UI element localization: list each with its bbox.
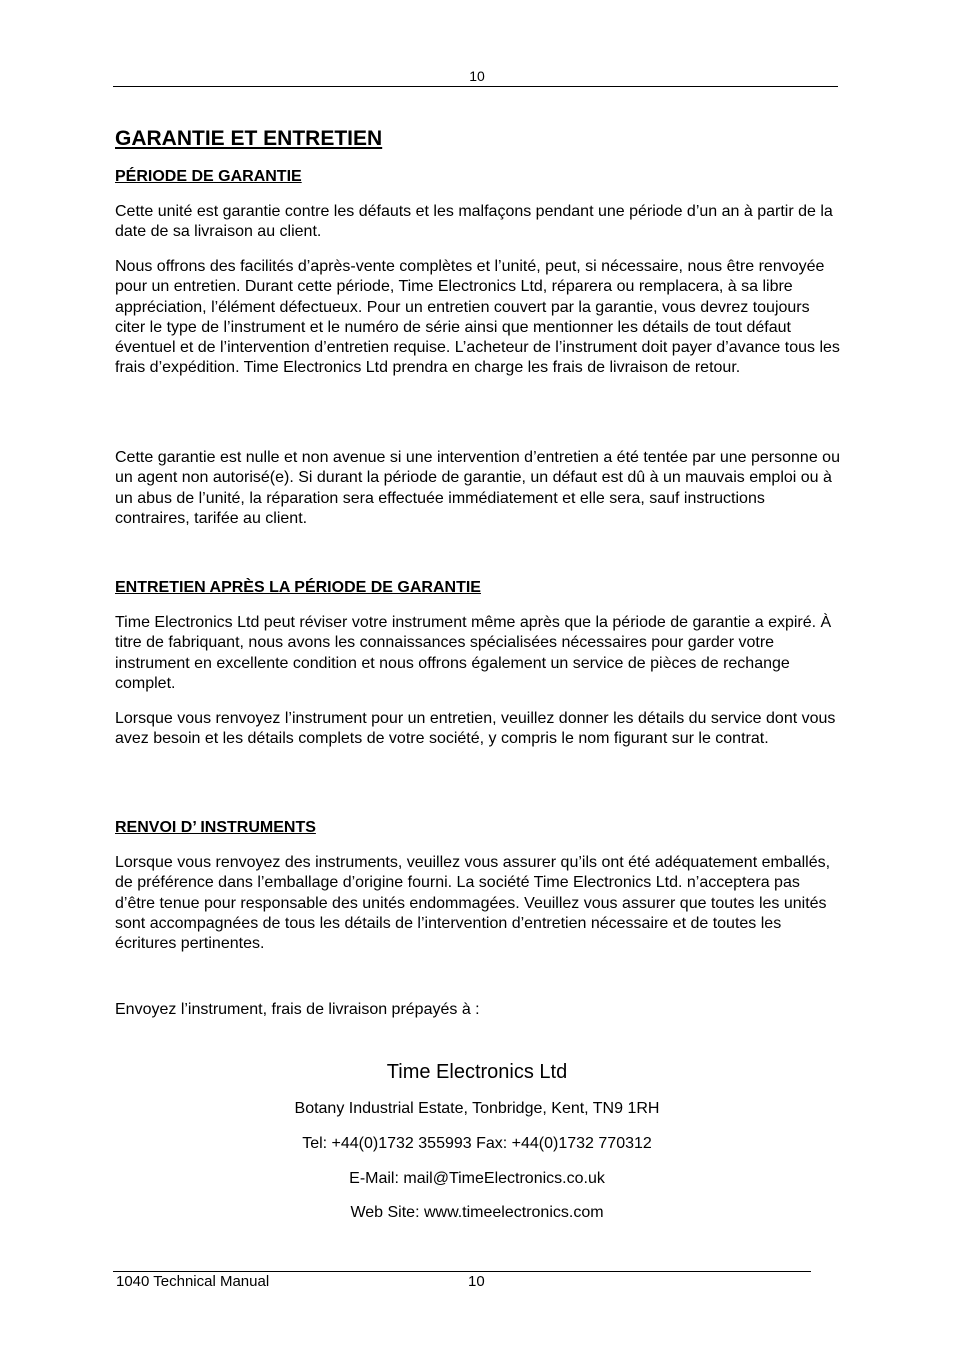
section-heading-after-warranty: ENTRETIEN APRÈS LA PÉRIODE DE GARANTIE <box>115 579 481 596</box>
page-title: GARANTIE ET ENTRETIEN <box>115 127 383 150</box>
paragraph-warranty-2: Nous offrons des facilités d’après-vente complètes et l’unité, peut, si nécessaire, nous être renvoyée pour un entretien. Durant cette période, Time Electronics Ltd, réparera ou remplacera, à sa libre appréciation, l’élément défectueux. Pour un entretien couvert par la garantie, vous devrez toujours citer le type de l’instrument et le numéro de série ainsi que mentionner les détails de tout défaut éventuel et de l’intervention d’entretien requise. L’acheteur de l’instrument doit payer d’avance tous les frais d’expédition. Time Electronics Ltd prendra en charge les frais de livraison de retour. <box>115 258 840 377</box>
company-phone-fax: Tel: +44(0)1732 355993 Fax: +44(0)1732 770312 <box>302 1135 652 1152</box>
paragraph-returns-1: Lorsque vous renvoyez des instruments, veuillez vous assurer qu’ils ont été adéquatement emballés, de préférence dans l’emballage d’origine fourni. La société Time Electronics Ltd. n’acceptera pas d’être tenue pour responsable des unités endommagées. Veuillez vous assurer que toutes les unités sont accompagnées de tous les détails de l’intervention d’entretien nécessaire et de toutes les écritures pertinentes. <box>115 854 831 953</box>
company-address: Botany Industrial Estate, Tonbridge, Kent, TN9 1RH <box>294 1100 660 1117</box>
paragraph-after-warranty-2: Lorsque vous renvoyez l’instrument pour un entretien, veuillez donner les détails du service dont vous avez besoin et les détails complets de votre société, y compris le nom figurant sur le contrat. <box>115 710 836 748</box>
footer-manual-title: 1040 Technical Manual <box>116 1273 270 1290</box>
paragraph-after-warranty-1: Time Electronics Ltd peut réviser votre instrument même après que la période de garantie a expiré. À titre de fabriquant, nous avons les connaissances spécialisées nécessaires pour garder votre instrument en excellente condition et nous offrons également un service de pièces de rechange complet. <box>115 614 832 692</box>
company-website: Web Site: www.timeelectronics.com <box>350 1204 604 1221</box>
section-heading-returns: RENVOI D’ INSTRUMENTS <box>115 819 316 836</box>
paragraph-warranty-1: Cette unité est garantie contre les défauts et les malfaçons pendant une période d’un an à partir de la date de sa livraison au client. <box>115 203 833 241</box>
footer-rule <box>113 1271 811 1272</box>
company-email: E-Mail: mail@TimeElectronics.co.uk <box>349 1170 605 1187</box>
company-name: Time Electronics Ltd <box>386 1061 568 1083</box>
footer-page-number: 10 <box>468 1273 485 1290</box>
paragraph-returns-2: Envoyez l’instrument, frais de livraison prépayés à : <box>115 1001 480 1018</box>
header-rule <box>113 86 838 87</box>
paragraph-warranty-3: Cette garantie est nulle et non avenue si une intervention d’entretien a été tentée par une personne ou un agent non autorisé(e). Si durant la période de garantie, un défaut est dû à un mauvais emploi ou à un abus de l’unité, la réparation sera effectuée immédiatement et elle sera, sauf instructions contraires, tarifée au client. <box>115 449 840 527</box>
section-heading-warranty-period: PÉRIODE DE GARANTIE <box>115 168 302 185</box>
header-page-number: 10 <box>469 68 485 84</box>
